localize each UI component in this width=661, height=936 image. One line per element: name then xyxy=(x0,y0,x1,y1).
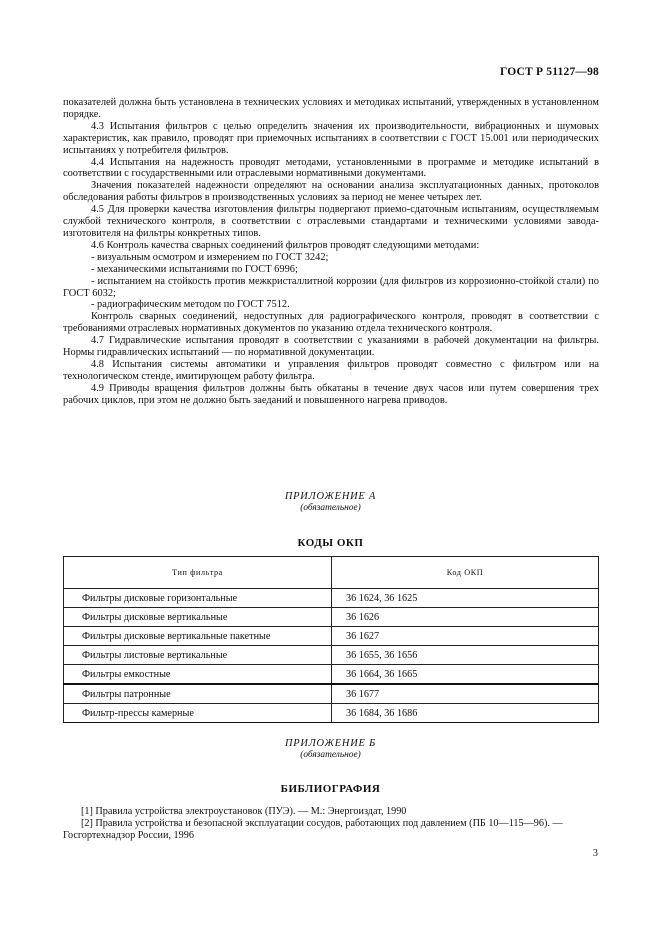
table-cell: 36 1626 xyxy=(332,608,599,627)
column-header-okp-code: Код ОКП xyxy=(332,557,599,589)
table-cell: 36 1655, 36 1656 xyxy=(332,646,599,665)
table-cell: Фильтр-прессы камерные xyxy=(64,704,332,723)
list-item: - механическими испытаниями по ГОСТ 6996; xyxy=(91,263,298,275)
bibliography xyxy=(63,806,601,842)
paragraph: 4.8 Испытания системы автоматики и управления фильтров проводят совместно с фильтром или на технологическом стенде, имитирующем работу фильтра. xyxy=(63,358,599,382)
table-row xyxy=(64,589,599,608)
table-cell: Фильтры дисковые вертикальные xyxy=(64,608,332,627)
table-cell: 36 1627 xyxy=(332,627,599,646)
document-code-header: ГОСТ Р 51127—98 xyxy=(500,66,599,78)
list-item: - испытанием на стойкость против межкристаллитной коррозии (для фильтров из коррозионно-стойкой стали) по ГОСТ 6032; xyxy=(63,275,599,299)
table-cell: Фильтры емкостные xyxy=(64,665,332,685)
table-cell: Фильтры дисковые горизонтальные xyxy=(64,589,332,608)
paragraph: 4.7 Гидравлические испытания проводят в соответствии с указаниями в рабочей документации на фильтры. Нормы гидравлических испытаний — по нормативной документации. xyxy=(63,335,599,359)
paragraph: показателей должна быть установлена в технических условиях и методиках испытаний, утвержденных в установленном порядке. xyxy=(63,97,599,120)
paragraph: 4.9 Приводы вращения фильтров должны быть обкатаны в течение двух часов или путем совершения трех рабочих циклов, при этом не должно быть заеданий и повышенного нагрева приводов. xyxy=(63,382,599,406)
table-header-row xyxy=(64,557,599,589)
table-row xyxy=(64,684,599,704)
table-row xyxy=(64,665,599,685)
list-item: - визуальным осмотром и измерением по ГОСТ 3242; xyxy=(91,251,329,263)
table-cell: Фильтры патронные xyxy=(64,684,332,704)
appendix-b-title: ПРИЛОЖЕНИЕ Б xyxy=(284,738,377,749)
table-row xyxy=(64,608,599,627)
paragraph: 4.4 Испытания на надежность проводят методами, установленными в программе и методике испытаний в соответствии с государственными или отраслевыми нормативными документами. xyxy=(63,156,599,180)
paragraph: 4.3 Испытания фильтров с целью определить значения их производительности, вибрационных и шумовых характеристик, как правило, проводят при приемочных испытаниях в соответствии с ГОСТ 15.001 или периодических испытаниях у потребителя фильтров. xyxy=(63,120,599,156)
table-cell: 36 1677 xyxy=(332,684,599,704)
appendix-a-status: (обязательное) xyxy=(300,503,361,513)
table-row xyxy=(64,704,599,723)
bibliography-entry: [1] Правила устройства электроустановок (ПУЭ). — М.: Энергоиздат, 1990 xyxy=(81,806,407,817)
list-item: - радиографическим методом по ГОСТ 7512. xyxy=(91,299,290,311)
table-cell: 36 1684, 36 1686 xyxy=(332,704,599,723)
paragraph: 4.5 Для проверки качества изготовления фильтры подвергают приемо-сдаточным испытаниям, осуществляемым службой технического контроля, в соответствии с отраслевыми стандартами и техническими условиями завода-изготовителя на фильтры конкретных типов. xyxy=(63,204,599,239)
table-cell: 36 1624, 36 1625 xyxy=(332,589,599,608)
table-cell: Фильтры листовые вертикальные xyxy=(64,646,332,665)
appendix-b-heading: БИБЛИОГРАФИЯ xyxy=(280,783,381,795)
paragraph: 4.6 Контроль качества сварных соединений фильтров проводят следующими методами: xyxy=(91,239,480,251)
appendix-a-title: ПРИЛОЖЕНИЕ А xyxy=(284,491,377,502)
table-row xyxy=(64,646,599,665)
appendix-b-status: (обязательное) xyxy=(300,750,361,760)
paragraph: Значения показателей надежности определяют на основании анализа эксплуатационных данных, протоколов обследования работы фильтров в производственных условиях за период не менее четырех лет. xyxy=(63,180,599,204)
table-row xyxy=(64,627,599,646)
okp-codes-table xyxy=(63,556,599,723)
body-text xyxy=(63,97,599,407)
table-cell: 36 1664, 36 1665 xyxy=(332,665,599,685)
appendix-a-heading: КОДЫ ОКП xyxy=(297,537,364,549)
page-number: 3 xyxy=(592,848,598,859)
paragraph: Контроль сварных соединений, недоступных для радиографического контроля, проводят в соответствии с требованиями отраслевых нормативных документов по указанию отдела технического контроля. xyxy=(63,311,599,335)
column-header-filter-type: Тип фильтра xyxy=(64,557,332,589)
table-cell: Фильтры дисковые вертикальные пакетные xyxy=(64,627,332,646)
bibliography-entry: [2] Правила устройства и безопасной эксплуатации сосудов, работающих под давлением (ПБ 10—115—96). — Госгортехнадзор России, 1996 xyxy=(63,818,563,841)
